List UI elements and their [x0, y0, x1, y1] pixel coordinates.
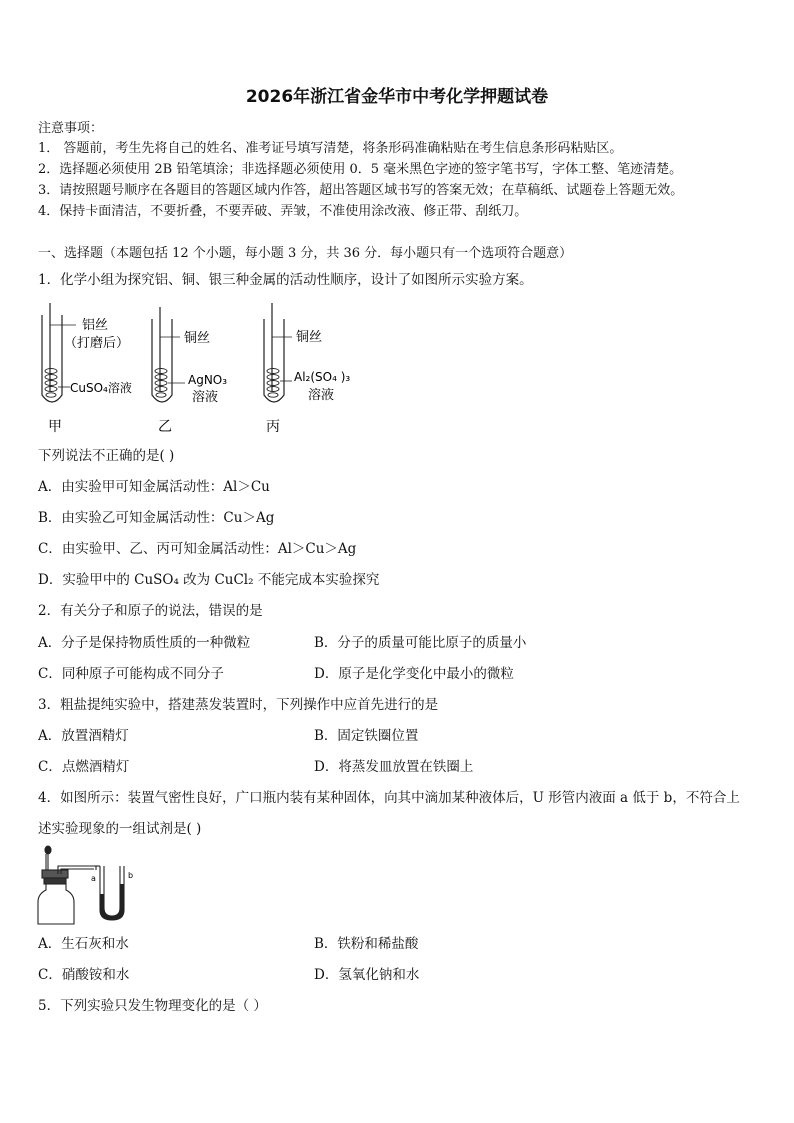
- page-title: 2026年浙江省金华市中考化学押题试卷: [245, 87, 549, 107]
- bing-solution-label-2: 溶液: [308, 388, 335, 403]
- jia-solution-label: CuSO₄溶液: [70, 381, 132, 395]
- q4-option-b: B．铁粉和稀盐酸: [314, 936, 419, 952]
- q1-option-d: D．实验甲中的 CuSO₄ 改为 CuCl₂ 不能完成本实验探究: [38, 572, 380, 588]
- jia-wire-note: （打磨后）: [64, 336, 130, 351]
- q2-option-d: D．原子是化学变化中最小的微粒: [314, 666, 514, 682]
- q2-option-a: A．分子是保持物质性质的一种微粒: [38, 635, 251, 651]
- jia-wire-label: 铝丝: [82, 318, 109, 333]
- q1-option-b: B．由实验乙可知金属活动性：Cu＞Ag: [38, 510, 275, 526]
- jia-caption: 甲: [48, 419, 62, 435]
- yi-solution-label-2: 溶液: [192, 390, 219, 405]
- notice-item: 3．请按照题号顺序在各题目的答题区域内作答，超出答题区域书写的答案无效；在草稿纸、试题卷上答题无效。: [38, 183, 684, 198]
- u-tube-apparatus-figure: [34, 844, 154, 926]
- question-4-stem: 4．如图所示：装置气密性良好，广口瓶内装有某种固体，向其中滴加某种液体后，U 形管内液面 a 低于 b，不符合上: [38, 790, 740, 806]
- q2-option-c: C．同种原子可能构成不同分子: [38, 666, 224, 682]
- question-4-stem-continued: 述实验现象的一组试剂是( ): [38, 821, 202, 837]
- q2-option-b: B．分子的质量可能比原子的质量小: [314, 635, 527, 651]
- q1-option-a: A．由实验甲可知金属活动性：Al＞Cu: [38, 479, 270, 495]
- test-tube-yi: [152, 307, 185, 402]
- u-tube-label-a: a: [91, 874, 96, 883]
- question-1-stem: 1．化学小组为探究铝、铜、银三种金属的活动性顺序，设计了如图所示实验方案。: [38, 272, 533, 288]
- bing-caption: 丙: [266, 419, 280, 435]
- bing-solution-label: Al₂(SO₄ )₃: [294, 370, 351, 384]
- yi-caption: 乙: [158, 419, 172, 435]
- q1-option-c: C．由实验甲、乙、丙可知金属活动性：Al＞Cu＞Ag: [38, 541, 357, 557]
- question-3-stem: 3．粗盐提纯实验中，搭建蒸发装置时，下列操作中应首先进行的是: [38, 697, 439, 713]
- q4-option-a: A．生石灰和水: [38, 936, 129, 952]
- bing-wire-label: 铜丝: [296, 330, 323, 345]
- question-2-stem: 2．有关分子和原子的说法，错误的是: [38, 603, 263, 619]
- question-1-prompt: 下列说法不正确的是( ): [38, 448, 175, 464]
- yi-solution-label: AgNO₃: [188, 373, 228, 387]
- q3-option-c: C．点燃酒精灯: [38, 759, 130, 775]
- q4-option-d: D．氢氧化钠和水: [314, 967, 420, 983]
- u-tube-label-b: b: [128, 871, 134, 880]
- question-5-stem: 5．下列实验只发生物理变化的是（ ）: [38, 998, 267, 1014]
- notice-item: 4．保持卡面清洁，不要折叠，不要弄破、弄皱，不准使用涂改液、修正带、刮纸刀。: [38, 204, 528, 219]
- notice-heading: 注意事项：: [38, 121, 104, 136]
- section-heading: 一、选择题（本题包括 12 个小题，每小题 3 分，共 36 分．每小题只有一个选项符合题意）: [38, 246, 573, 261]
- test-tubes-figure: [30, 295, 410, 445]
- q3-option-a: A．放置酒精灯: [38, 728, 129, 744]
- notice-item: 2．选择题必须使用 2B 铅笔填涂；非选择题必须使用 0．5 毫米黑色字迹的签字笔书写，字体工整、笔迹清楚。: [38, 162, 683, 177]
- notice-item: 1． 答题前，考生先将自己的姓名、准考证号填写清楚，将条形码准确粘贴在考生信息条形码粘贴区。: [38, 141, 623, 156]
- test-tube-bing: [264, 303, 292, 402]
- q4-option-c: C．硝酸铵和水: [38, 967, 130, 983]
- q3-option-b: B．固定铁圈位置: [314, 728, 419, 744]
- yi-wire-label: 铜丝: [184, 331, 211, 346]
- q3-option-d: D．将蒸发皿放置在铁圈上: [314, 759, 474, 775]
